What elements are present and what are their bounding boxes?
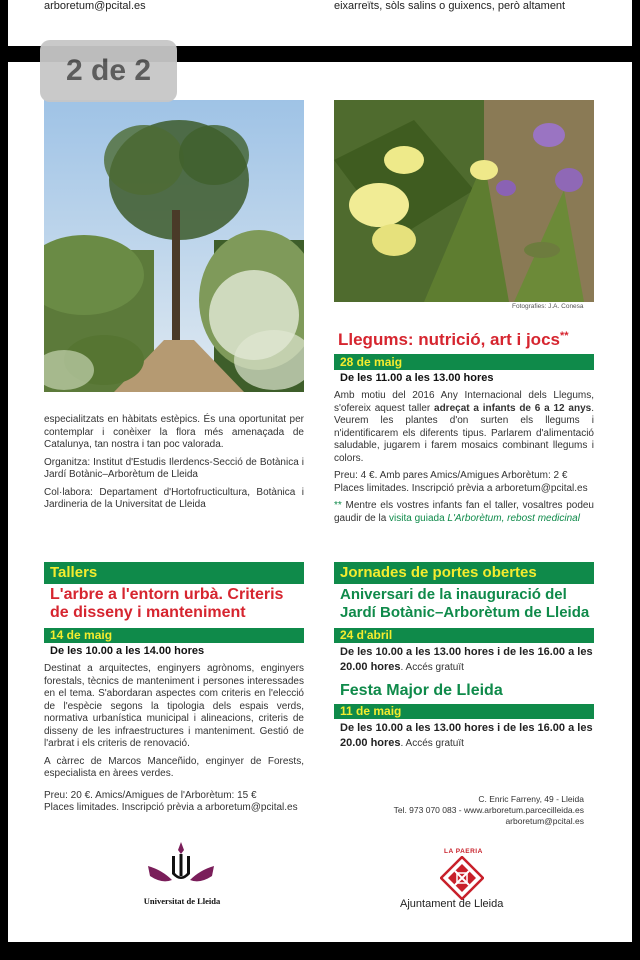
tallers-date-bar: 14 de maig bbox=[44, 628, 304, 643]
llegums-date-bar: 28 de maig bbox=[334, 354, 594, 370]
collabora-paragraph: Col·labora: Departament d'Hortofructicultura, Botànica i Jardineria de la Universitat de Lleida bbox=[44, 486, 304, 510]
document-page bbox=[8, 62, 632, 942]
llegums-time: De les 11.00 a les 13.00 hores bbox=[340, 372, 494, 384]
photo-credit: Fotografies: J.A. Conesa bbox=[512, 303, 584, 310]
festa-major-title: Festa Major de Lleida bbox=[340, 682, 503, 699]
llegums-title: Llegums: nutrició, art i jocs** bbox=[338, 330, 569, 349]
llegums-note: ** Mentre els vostres infants fan el taller, vosaltres podeu gaudir de la visita guiada L'Arborètum, rebost medicinal bbox=[334, 500, 594, 524]
tallers-title: L'arbre a l'entorn urbà. Criteris de disseny i manteniment bbox=[50, 586, 284, 621]
llegums-price: Preu: 4 €. Amb pares Amics/Amigues Arborètum: 2 € bbox=[334, 470, 568, 481]
left-column-text bbox=[44, 414, 304, 517]
jornades-header-bar: Jornades de portes obertes bbox=[334, 562, 594, 584]
llegums-places: Places limitades. Inscripció prèvia a arboretum@pcital.es bbox=[334, 482, 588, 494]
page-indicator-badge: 2 de 2 bbox=[40, 40, 177, 102]
tallers-places: Places limitades. Inscripció prèvia a arboretum@pcital.es bbox=[44, 802, 298, 813]
jornades-time-1: De les 10.00 a les 13.00 hores i de les 16.00 a les 20.00 hores. Accés gratuït bbox=[340, 646, 593, 673]
udl-logo bbox=[144, 840, 218, 892]
strip-left-text: arboretum@pcital.es bbox=[44, 0, 146, 12]
paeria-logo-top: LA PAERIA bbox=[444, 848, 483, 855]
photo-flowers bbox=[334, 100, 594, 302]
tallers-header-bar: Tallers bbox=[44, 562, 304, 584]
contact-email[interactable]: arboretum@pcital.es bbox=[505, 816, 584, 826]
contact-tel-web[interactable]: Tel. 973 070 083 - www.arboretum.parcecilleida.es bbox=[393, 805, 584, 815]
contact-block bbox=[394, 794, 584, 827]
tallers-speaker: A càrrec de Marcos Manceñido, enginyer de Forests, especialista en àrees verdes. bbox=[44, 755, 304, 779]
habitat-paragraph: especialitzats en hàbitats estèpics. És una oportunitat per contemplar i conèixer la flora més amenaçada de Catalunya, tan nostra i tan poc valorada. bbox=[44, 414, 304, 450]
photo-tree-path bbox=[44, 100, 304, 392]
contact-address: C. Enric Farreny, 49 - Lleida bbox=[478, 794, 584, 804]
jornades-date-bar-1: 24 d'abril bbox=[334, 628, 594, 643]
jornades-time-2: De les 10.00 a les 13.00 hores i de les 16.00 a les 20.00 hores. Accés gratuït bbox=[340, 722, 593, 749]
organitza-paragraph: Organitza: Institut d'Estudis Ilerdencs-Secció de Botànica i Jardí Botànic–Arborètum de Lleida bbox=[44, 456, 304, 480]
llegums-description: Amb motiu del 2016 Any Internacional dels Llegums, s'ofereix aquest taller adreçat a infants de 6 a 12 anys. Veurem les plantes d'on surten els llegums i n'identificarem els diferents tipus. Parlarem d'alimentació saludable, jugarem i farem mosaics combinant llegums i colors. Preu: 4 €. Amb pares Amics/Amigues Arborètum: 2 € Places limitades. Inscripció prèvia a arboretum@pcital.es ** Mentre els vostres infants fan el taller, vosaltres podeu gaudir de la visita guiada L'Arborètum, rebost medicinal bbox=[334, 390, 594, 524]
tallers-time: De les 10.00 a les 14.00 hores bbox=[50, 645, 205, 657]
tallers-price: Preu: 20 €. Amics/Amigues de l'Arborètum: 15 € bbox=[44, 789, 257, 801]
udl-logo-text: Universitat de Lleida bbox=[143, 896, 221, 906]
paeria-logo-text: Ajuntament de Lleida bbox=[400, 898, 504, 910]
tallers-description: Destinat a arquitectes, enginyers agrònoms, enginyers forestals, tècnics de manteniment i persones interessades en el tema. S'abordaran aspectes com criteris en l'elecció de l'espècie segons la tipologia dels espais verds, normativa urbanística municipal i alineacions, criteris de disseny de les infraestructures i manteniment. Gestió de l'arbrat i els criteris de renovació. A càrrec de Marcos Manceñido, enginyer de Forests, especialista en àrees verdes. Preu: 20 €. Amics/Amigues de l'Arborètum: 15 € Places limitades. Inscripció prèvia a arboretum@pcital.es bbox=[44, 663, 304, 813]
paeria-logo bbox=[440, 856, 484, 900]
jornades-date-bar-2: 11 de maig bbox=[334, 704, 594, 719]
jornades-title: Aniversari de la inauguració del Jardí Botànic–Arborètum de Lleida bbox=[340, 586, 590, 621]
strip-right-text: eixarreïts, sòls salins o guixencs, però altament bbox=[334, 0, 566, 12]
